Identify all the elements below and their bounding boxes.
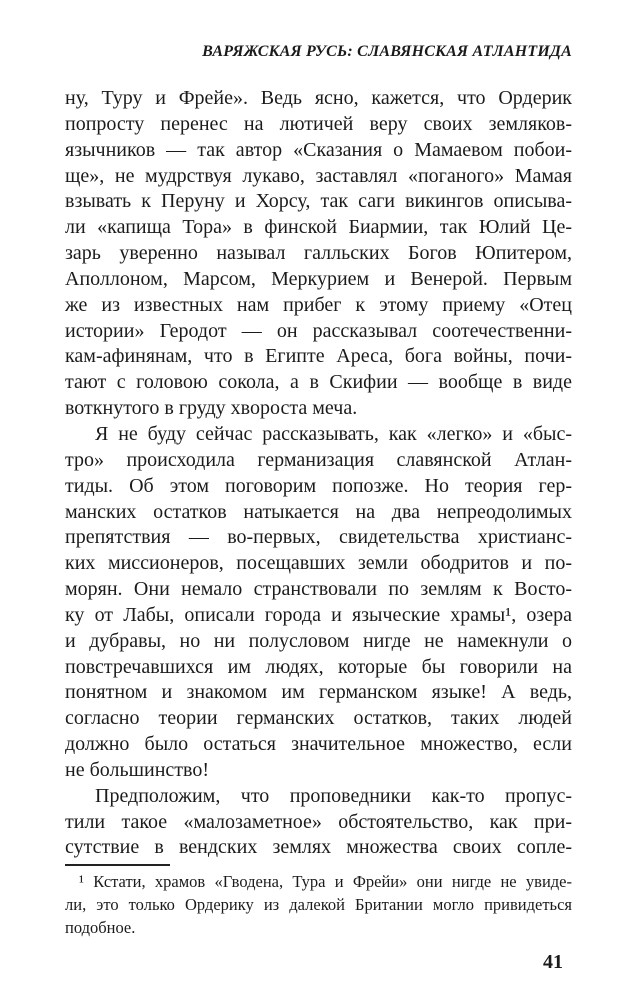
text-line: истории» Геродот — он рассказывал соотечественни- (65, 319, 572, 342)
text-line: Аполлоном, Марсом, Меркурием и Венерой. Первым (65, 267, 572, 290)
text-line: ли «капища Тора» в финской Биармии, так Юлий Це- (65, 216, 572, 239)
paragraph (65, 784, 572, 862)
text-line: тают с головою сокола, а в Скифии — вообще в виде (65, 371, 572, 394)
text-line: понятном и знакомом им германском языке! А ведь, (65, 681, 572, 704)
text-line: зарь уверенно называл галльских Богов Юпитером, (65, 242, 572, 265)
text-line: сутствие в вендских землях множества своих сопле- (65, 836, 572, 859)
paragraph (65, 422, 572, 784)
text-line: манских остатков натыкается на два непреодолимых (65, 500, 572, 523)
text-line: ких миссионеров, посещавших земли ободритов и по- (65, 552, 572, 575)
text-line: кам-афинянам, что в Египте Ареса, бога войны, почи- (65, 345, 572, 368)
text-line: не большинство! (65, 758, 209, 781)
text-line: согласно теории германских остатков, таких людей (65, 707, 572, 730)
running-header: ВАРЯЖСКАЯ РУСЬ: СЛАВЯНСКАЯ АТЛАНТИДА (202, 43, 572, 60)
text-line: тиды. Об этом поговорим попозже. Но теория гер- (65, 474, 572, 497)
text-line: воткнутого в груду хвороста меча. (65, 397, 358, 420)
text-line: и дубравы, но ни полусловом нигде не намекнули о (65, 629, 572, 652)
text-line: ку от Лабы, описали города и языческие храмы¹, озера (65, 603, 572, 626)
text-line: Предположим, что проповедники как-то пропус- (95, 784, 572, 807)
text-line: тро» происходила германизация славянской Атлан- (65, 448, 572, 471)
text-line: подобное. (65, 918, 136, 937)
text-line: попросту перенес на лютичей веру своих земляков- (65, 112, 572, 135)
text-line: препятствия — во-первых, свидетельства христианс- (65, 526, 572, 549)
text-line: повстречавшихся им людях, которые бы говорили на (65, 655, 572, 678)
paragraph (65, 870, 572, 939)
text-line: Я не буду сейчас рассказывать, как «легко» и «быс- (95, 422, 572, 445)
footnote-separator-rule (65, 864, 170, 866)
footnote (65, 870, 572, 939)
text-line: ну, Туру и Фрейе». Ведь ясно, кажется, что Ордерик (65, 87, 572, 109)
text-line: должно было остаться значительное множество, если (65, 733, 572, 756)
body-text (65, 86, 572, 861)
text-line: тили такое «малозаметное» обстоятельство, как при- (65, 810, 572, 833)
text-line: же из известных нам прибег к этому приему «Отец (65, 293, 572, 316)
text-line: ли, это только Ордерику из далекой Британии могло привидеться (65, 895, 572, 914)
text-line: ще», не мудрствуя лукаво, заставлял «поганого» Мамая (65, 164, 572, 187)
page-number: 41 (543, 951, 563, 973)
text-line: морян. Они немало странствовали по землям к Восто- (65, 578, 572, 601)
text-line: ¹ Кстати, храмов «Гводена, Тура и Фрейи» они нигде не увиде- (79, 872, 572, 891)
paragraph (65, 86, 572, 422)
text-line: взывать к Перуну и Хорсу, так саги викингов описыва- (65, 190, 572, 213)
text-line: язычников — так автор «Сказания о Мамаевом побои- (65, 138, 572, 161)
